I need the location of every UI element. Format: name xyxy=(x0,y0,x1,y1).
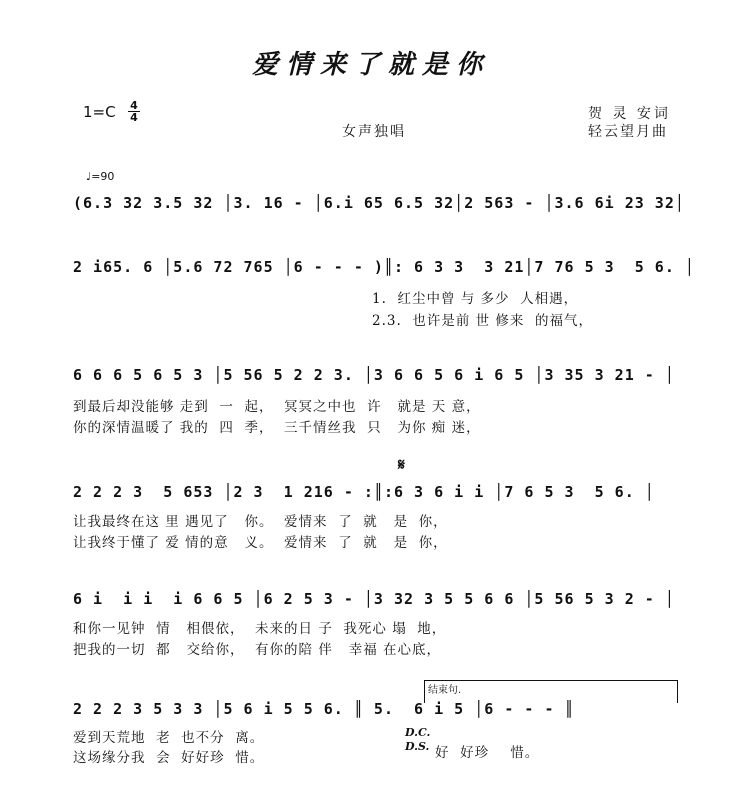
lyricist: 贺 灵 安词 xyxy=(588,106,671,122)
tempo-mark: ♩=90 xyxy=(86,170,115,183)
time-signature-top: 4 xyxy=(128,100,140,112)
notes-line: 2 2 2 3 5 3 3 │5 6 i 5 5 6. ║ 5. 6 i 5 │6 - - - ║ xyxy=(73,700,575,718)
composer: 轻云望月曲 xyxy=(588,124,668,140)
notes-line: 6 6 6 5 6 5 3 │5 56 5 2 2 3. │3 6 6 5 6 i 6 5 │3 35 3 21 - │ xyxy=(73,366,675,384)
score-system-5 xyxy=(73,584,679,614)
lyrics-verse-1: 爱到天荒地 老 也不分 离。 xyxy=(73,730,265,746)
lyrics-verse-2: 这场缘分我 会 好好珍 惜。 xyxy=(73,750,265,766)
lyrics-verse-1: 和你一见钟 情 相偎依， 未来的日 子 我死心 塌 地， xyxy=(73,621,447,637)
score-system-3 xyxy=(73,360,679,390)
notes-line: 2 2 2 3 5 653 │2 3 1 216 - :║:6 3 6 i i │7 6 5 3 5 6. │ xyxy=(73,483,655,501)
page-title: 爱情来了就是你 xyxy=(251,50,490,80)
notes-line: 2 i65. 6 │5.6 72 765 │6 - - - )║: 6 3 3 3 21│7 76 5 3 5 6. │ xyxy=(73,258,695,276)
lyrics-verse-1: 到最后却没能够 走到 一 起， 冥冥之中也 许 就是 天 意， xyxy=(73,399,481,415)
lyrics-verse-2: 把我的一切 都 交给你， 有你的陪 伴 幸福 在心底， xyxy=(73,642,441,658)
score-system-4 xyxy=(73,477,679,507)
time-signature-bottom: 4 xyxy=(130,111,138,124)
dal-segno-mark: D.S. xyxy=(405,740,430,753)
lyrics-verse-2: 让我终于懂了 爱 情的意 义。 爱情来 了 就 是 你， xyxy=(73,535,448,551)
score-system-6 xyxy=(73,694,679,724)
segno-sign: 𝄋 xyxy=(398,455,405,474)
time-signature xyxy=(128,100,140,123)
performer: 女声独唱 xyxy=(342,124,406,140)
ds-lyrics: 好 好珍 惜。 xyxy=(435,745,540,761)
key-signature: 1=C xyxy=(83,103,116,121)
da-capo-mark: D.C. xyxy=(405,726,431,739)
lyrics-verse-1: 让我最终在这 里 遇见了 你。 爱情来 了 就 是 你， xyxy=(73,514,448,530)
coda-label: 结束句. xyxy=(428,685,462,696)
score-system-1 xyxy=(73,188,685,218)
lyrics-verse-2: 2.3. 也许是前 世 修来 的福气， xyxy=(372,313,594,329)
notes-line: 6 i i i i 6 6 5 │6 2 5 3 - │3 32 3 5 5 6 6 │5 56 5 3 2 - │ xyxy=(73,590,675,608)
lyrics-verse-2: 你的深情温暖了 我的 四 季， 三千情丝我 只 为你 痴 迷， xyxy=(73,420,481,436)
notes-line: (6.3 32 3.5 32 │3. 16 - │6.i 65 6.5 32│2 563 - │3.6 6i 23 32│ xyxy=(73,194,685,212)
lyrics-verse-1: 1. 红尘中曾 与 多少 人相遇， xyxy=(372,291,579,307)
score-system-2 xyxy=(73,252,695,282)
